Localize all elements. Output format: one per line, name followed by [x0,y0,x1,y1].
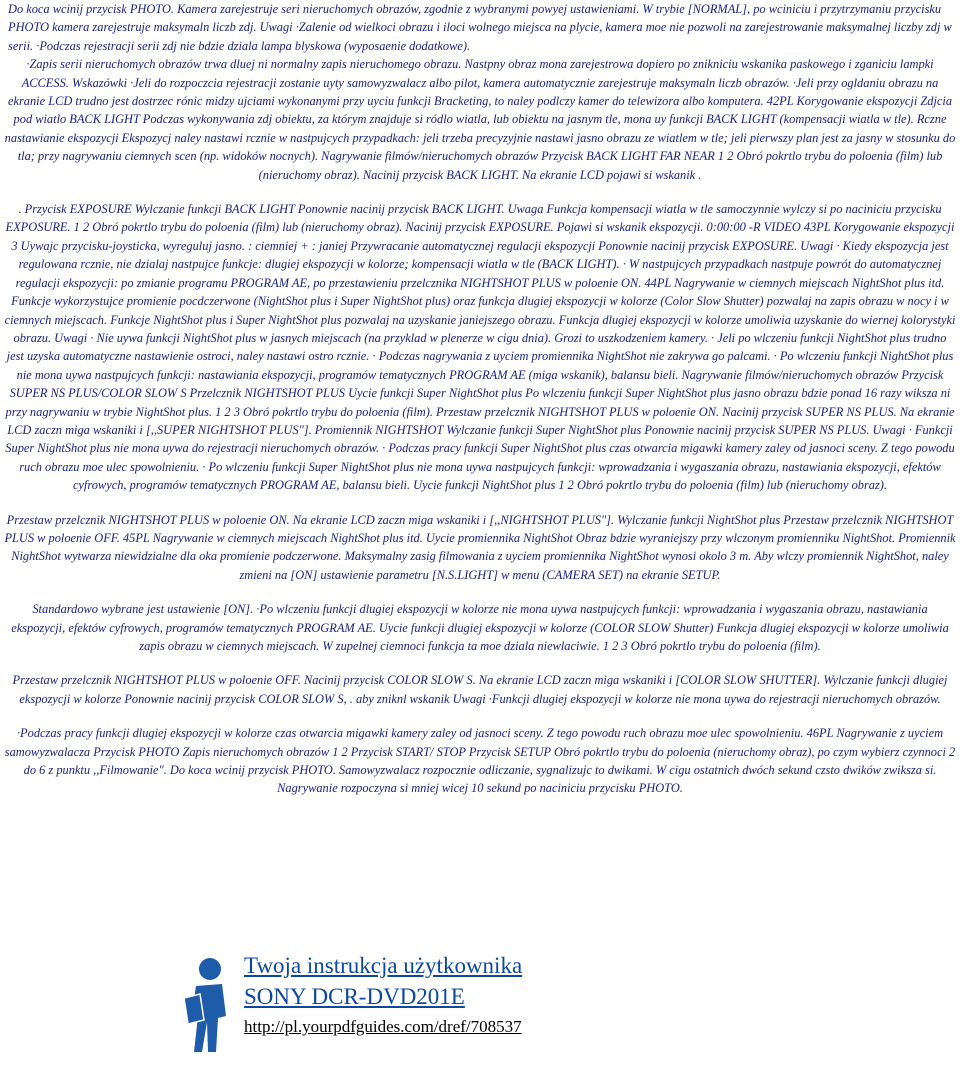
paragraph-nightshot-light: Przestaw przelcznik NIGHTSHOT PLUS w poloenie ON. Na ekranie LCD zaczn miga wskaniki i [,,NIGHTSHOT PLUS"]. Wylczanie funkcji NightShot plus Przestaw przelcznik NIGHTSHOT PLUS w poloenie OFF. 45PL Nagrywanie w ciemnych miejscach NightShot plus itd. Uycie promiennika NightShot Obraz bdzie wyraniejszy przy wlczonym promienniku NightShot. Promiennik NightShot wytwarza niewidzialne dla oka promienie podczerwone. Maksymalny zasig filmowania z uyciem promiennika NightShot wynosi okolo 3 m. Aby wlczy promiennik NightShot, naley zmieni na [ON] ustawienie parametru [N.S.LIGHT] w menu (CAMERA SET) na ekranie SETUP. [4,512,956,582]
person-manual-icon [180,954,236,1054]
footer-links [244,950,604,1040]
paragraph-series-notes-exposure: ·Zapis serii nieruchomych obrazów trwa dluej ni normalny zapis nieruchomego obrazu. Nastpny obraz mona zarejestrowa dopiero po znikniciu wskanika paskowego i zganiciu lampki ACCESS. Wskazówki ·Jeli do rozpoczcia rejestracji zostanie uyty samowyzwalacz albo pilot, kamera automatycznie zarejestruje maksymaln liczb obrazów. ·Jeli przy ogldaniu obrazu na ekranie LCD trudno jest dostrzec rónic midzy ujciami wykonanymi przy uyciu funkcji Bracketing, to naley podlczy kamer do telewizora albo komputera. 42PL Korygowanie ekspozycji Zdjcia pod wiatlo BACK LIGHT Podczas wykonywania zdj obiektu, za którym znajduje si ródlo wiatla, lub obiektu na jasnym tle, mona uy funkcji BACK LIGHT (kompensacji wiatla w tle). Rczne nastawianie ekspozycji Ekspozycj naley nastawi rcznie w nastpujcych przypadkach: jeli trzeba precyzyjnie nastawi jasno obrazu ze wiatlem w tle; jeli pierwszy plan jest za jasny w stosunku do tla; przy nagrywaniu ciemnych scen (np. widoków nocnych). Nagrywanie filmów/nieruchomych obrazów Przycisk BACK LIGHT FAR NEAR 1 2 Obró pokrtlo trybu do poloenia (film) lub (nieruchomy obraz). Nacinij przycisk BACK LIGHT. Na ekranie LCD pojawi si wskanik . [4,57,956,182]
manual-url-link[interactable]: http://pl.yourpdfguides.com/dref/708537 [244,1017,522,1036]
paragraph-color-slow-shutter: Standardowo wybrane jest ustawienie [ON]. ·Po wlczeniu funkcji dlugiej ekspozycji w kolorze nie mona uywa nastpujcych funkcji: wprowadzania i wygaszania obrazu, nastawiania ekspozycji, efektów cyfrowych, programów tematycznych PROGRAM AE. Uycie funkcji dlugiej ekspozycji w kolorze (COLOR SLOW Shutter) Funkcja dlugiej ekspozycji w kolorze umoliwia zapis obrazu w ciemnych miejscach. W zupelnej ciemnoci funkcja ta moe dziala niewlaciwie. 1 2 3 Obró pokrtlo trybu do poloenia (film). [11,602,949,653]
paragraph-gap [0,655,960,671]
paragraph-color-slow-off: Przestaw przelcznik NIGHTSHOT PLUS w poloenie OFF. Nacinij przycisk COLOR SLOW S. Na ekranie LCD zaczn miga wskaniki i [COLOR SLOW SHUTTER]. Wylczanie funkcji dlugiej ekspozycji w kolorze Ponownie nacinij przycisk COLOR SLOW S, . aby zniknl wskanik Uwagi ·Funkcji dlugiej ekspozycji w kolorze nie mona uywa do rejestracji nieruchomych obrazów. [12,673,948,706]
model-link[interactable]: SONY DCR-DVD201E [244,984,465,1009]
paragraph-photo-series: Do koca wcinij przycisk PHOTO. Kamera zarejestruje seri nieruchomych obrazów, zgodnie z wybranymi powyej ustawieniami. W trybie [NORMAL], po wciniciu i przytrzymaniu przycisku PHOTO kamera zarejestruje maksymaln liczb zdj. Uwagi ·Zalenie od wielkoci obrazu i iloci wolnego miejsca na plycie, kamera moe nie pozwoli na zarejestrowanie maksymalnej liczby zdj w serii. ·Podczas rejestracji serii zdj nie bdzie dziala lampa blyskowa (wyposaenie dodatkowe). [8,2,952,53]
paragraph-gap [0,584,960,600]
paragraph-self-timer: ·Podczas pracy funkcji dlugiej ekspozycji w kolorze czas otwarcia migawki kamery zaley od jasnoci sceny. Z tego powodu ruch obrazu moe ulec spowolnieniu. 46PL Nagrywanie z uyciem samowyzwalacza Przycisk PHOTO Zapis nieruchomych obrazów 1 2 Przycisk START/ STOP Przycisk SETUP Obró pokrtlo trybu do poloenia (nieruchomy obraz), po czym wybierz czynnoci 2 do 6 z punktu ,,Filmowanie". Do koca wcinij przycisk PHOTO. Samowyzwalacz rozpocznie odliczanie, sygnalizujc to dwikami. W cigu ostatnich dwóch sekund czsto dwików zwiksza si. Nagrywanie rozpoczyna si mniej wicej 10 sekund po naciniciu przycisku PHOTO. [4,726,956,796]
footer-banner [180,950,600,1065]
paragraph-exposure-nightshot: . Przycisk EXPOSURE Wylczanie funkcji BACK LIGHT Ponownie nacinij przycisk BACK LIGHT. Uwaga Funkcja kompensacji wiatla w tle samoczynnie wylczy si po naciniciu przycisku EXPOSURE. 1 2 Obró pokrtlo trybu do poloenia (film) lub (nieruchomy obraz). Nacinij przycisk EXPOSURE. Pojawi si wskanik ekspozycji. 0:00:00 -R VIDEO 43PL Korygowanie ekspozycji 3 Uywajc przycisku-joysticka, wyreguluj jasno. : ciemniej + : janiej Przywracanie automatycznej regulacji ekspozycji Ponownie nacinij przycisk EXPOSURE. Uwagi · Kiedy ekspozycja jest regulowana rcznie, nie dzialaj nastpujce funkcje: dlugiej ekspozycji w kolorze; kompensacji wiatla w tle (BACK LIGHT). · W nastpujcych przypadkach nastpuje powrót do automatycznej regulacji ekspozycji: po zmianie programu PROGRAM AE, po przestawieniu przelcznika NIGHTSHOT PLUS w poloenie ON. 44PL Nagrywanie w ciemnych miejscach NightShot plus itd. Funkcje wykorzystujce promienie pocdczerwone (NightShot plus i Super NightShot plus) oraz funkcja dlugiej ekspozycji w kolorze (Color Slow Shutter) pozwalaj na zapis obrazu w nocy i w ciemnych miejscach. Funkcje NightShot plus i Super NightShot plus pozwalaj na uzyskanie janiejszego obrazu. Funkcja dlugiej ekspozycji w kolorze umoliwia uzyskanie do wiernej kolorystyki obrazu. Uwagi · Nie uywa funkcji NightShot plus w jasnych miejscach (na przyklad w plenerze w cigu dnia). Grozi to uszkodzeniem kamery. · Jeli po wlczeniu funkcji NightShot plus trudno jest uzyska automatyczne nastawienie ostroci, naley nastawi ostro rcznie. · Podczas nagrywania z uyciem promiennika NightShot nie zakrywa go palcami. · Po wlczeniu funkcji NightShot plus nie mona uywa nastpujcych funkcji: nastawiania ekspozycji, programów tematycznych PROGRAM AE (miga wskanik), balansu bieli. Nagrywanie filmów/nieruchomych obrazów Przycisk SUPER NS PLUS/COLOR SLOW S Przelcznik NIGHTSHOT PLUS Uycie funkcji Super NightShot plus Po wlczeniu funkcji Super NightShot plus jasno obrazu bdzie ponad 16 razy wiksza ni przy nagrywaniu w trybie NightShot plus. 1 2 3 Obró pokrtlo trybu do poloenia (film). Przestaw przelcznik NIGHTSHOT PLUS w poloenie ON. Nacinij przycisk SUPER NS PLUS. Na ekranie LCD zaczn miga wskaniki i [,,SUPER NIGHTSHOT PLUS"]. Promiennik NIGHTSHOT Wylczanie funkcji Super NightShot plus Ponownie nacinij przycisk SUPER NS PLUS. Uwagi · Funkcji Super NightShot plus nie mona uywa do rejestracji nieruchomych obrazów. · Podczas pracy funkcji Super NightShot plus czas otwarcia migawki kamery zaley od jasnoci sceny. Z tego powodu ruch obrazu moe ulec spowolnieniu. · Po wlczeniu funkcji Super NightShot plus nie mona uywa nastpujcych funkcji: wprowadzania i wygaszania obrazu, nastawiania ekspozycji, efektów cyfrowych, programów tematycznych PROGRAM AE, balansu bieli. Uycie funkcji NightShot plus 1 2 Obró pokrtlo trybu do poloenia (film) lub (nieruchomy obraz). [4,202,956,493]
paragraph-gap [0,708,960,724]
paragraph-gap [0,184,960,200]
paragraph-gap [0,495,960,511]
manual-title-link[interactable]: Twoja instrukcja użytkownika [244,953,523,978]
